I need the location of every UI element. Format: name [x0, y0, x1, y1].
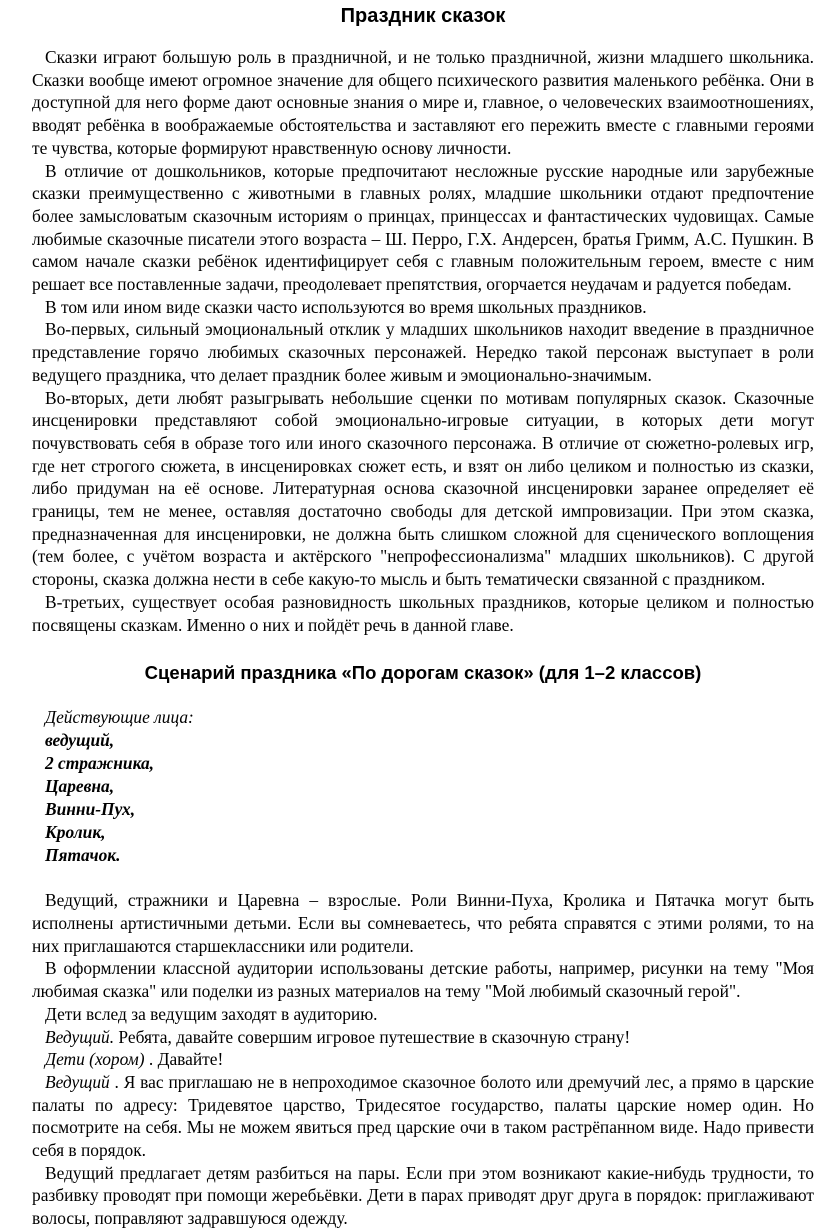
paragraph: В оформлении классной аудитории использованы детские работы, например, рисунки на тему "Моя любимая сказка" или поделки из разных материалов на тему "Мой любимый сказочный герой".	[32, 958, 814, 1002]
dialogue-line	[32, 1026, 814, 1049]
paragraph: Ведущий предлагает детям разбиться на пары. Если при этом возникают какие-нибудь трудности, то разбивку проводят при помощи жеребьёвки. Дети в парах приводят друг друга в порядок: приглаживают волосы, поправляют задравшуюся одежду.	[32, 1162, 814, 1229]
paragraph: В отличие от дошкольников, которые предпочитают несложные русские народные или зарубежные сказки преимущественно с животными в главных ролях, младшие школьники отдают предпочтение более замысловатым сказочным историям о принцах, принцессах и фантастических чудовищах. Самые любимые сказочные писатели этого возраста – Ш. Перро, Г.Х. Андерсен, братья Гримм, А.С. Пушкин. В самом начале сказки ребёнок идентифицирует себя с главным положительным героем, вместе с ним решает все поставленные задачи, преодолевает препятствия, огорчается неудачам и радуется победам.	[32, 160, 814, 295]
cast-list	[45, 706, 814, 867]
paragraph: Ведущий, стражники и Царевна – взрослые. Роли Винни-Пуха, Кролика и Пятачка могут быть исполнены артистичными детьми. Если вы сомневаетесь, что ребята справятся с этими ролями, то на них приглашаются старшеклассники или родители.	[32, 890, 814, 956]
cast-item: Винни-Пух,	[45, 799, 136, 820]
cast-item: ведущий,	[45, 730, 115, 751]
paragraph: Во-первых, сильный эмоциональный отклик у младших школьников находит введение в праздничное представление горячо любимых сказочных персонажей. Нередко такой персонаж выступает в роли ведущего праздника, что делает праздник более живым и эмоционально-значимым.	[32, 319, 814, 385]
dialogue-text: . Я вас приглашаю не в непроходимое сказочное болото или дремучий лес, а прямо в царские палаты по адресу: Тридевятое царство, Тридесятое государство, палаты царские номер один. Но посмотрите на себя. Мы не можем явиться пред царские очи в таком растрёпанном виде. Надо привести себя в порядок.	[32, 1071, 814, 1161]
speaker-name: Дети (хором)	[45, 1049, 145, 1070]
paragraph: В том или ином виде сказки часто используются во время школьных праздников.	[45, 296, 647, 317]
paragraph: Во-вторых, дети любят разыгрывать небольшие сценки по мотивам популярных сказок. Сказочные инсценировки представляют собой эмоционально-игровые ситуации, в которых дети могут почувствовать себя в образе того или иного сказочного персонажа. В отличие от сюжетно-ролевых игр, где нет строгого сюжета, в инсценировках сюжет есть, и взят он либо целиком и полностью из сказки, либо придуман на её основе. Литературная основа сказочной инсценировки заранее определяет её границы, тем не менее, оставляя достаточно свободы для детской импровизации. При этом сказка, предназначенная для инсценировки, не должна быть слишком сложной для сценического воплощения (тем более, с учётом возраста и актёрского "непрофессионализма" младших школьников). С другой стороны, сказка должна нести в себе какую-то мысль и быть тематически связанной с праздником.	[32, 387, 814, 590]
document-title: Праздник сказок	[340, 5, 506, 27]
dialogue-text: Ребята, давайте совершим игровое путешествие в сказочную страну!	[114, 1026, 631, 1047]
intro-section	[32, 46, 814, 636]
cast-item: Пятачок.	[45, 845, 121, 866]
speaker-name: Ведущий.	[45, 1026, 115, 1047]
dialogue-line	[32, 1048, 814, 1071]
cast-item: Кролик,	[45, 822, 106, 843]
scenario-body	[32, 889, 814, 1230]
cast-item: Царевна,	[45, 776, 115, 797]
paragraph: Сказки играют большую роль в праздничной, и не только праздничной, жизни младшего школьника. Сказки вообще имеют огромное значение для общего психического развития маленького ребёнка. Они в доступной для него форме дают основные знания о мире и, главное, о человеческих взаимоотношениях, вводят ребёнка в воображаемые обстоятельства и заставляют его пережить вместе с главными героями те чувства, которые формируют нравственную основу личности.	[32, 47, 814, 158]
paragraph: В-третьих, существует особая разновидность школьных праздников, которые целиком и полностью посвящены сказкам. Именно о них и пойдёт речь в данной главе.	[32, 591, 814, 635]
cast-item: 2 стражника,	[45, 753, 154, 774]
document-page	[32, 0, 814, 1230]
dialogue-text: . Давайте!	[144, 1049, 224, 1070]
speaker-name: Ведущий	[45, 1071, 110, 1092]
scenario-title: Сценарий праздника «По дорогам сказок» (для 1–2 классов)	[144, 662, 702, 684]
cast-title: Действующие лица:	[45, 707, 194, 728]
paragraph: Дети вслед за ведущим заходят в аудиторию.	[45, 1003, 378, 1024]
dialogue-line	[32, 1071, 814, 1162]
